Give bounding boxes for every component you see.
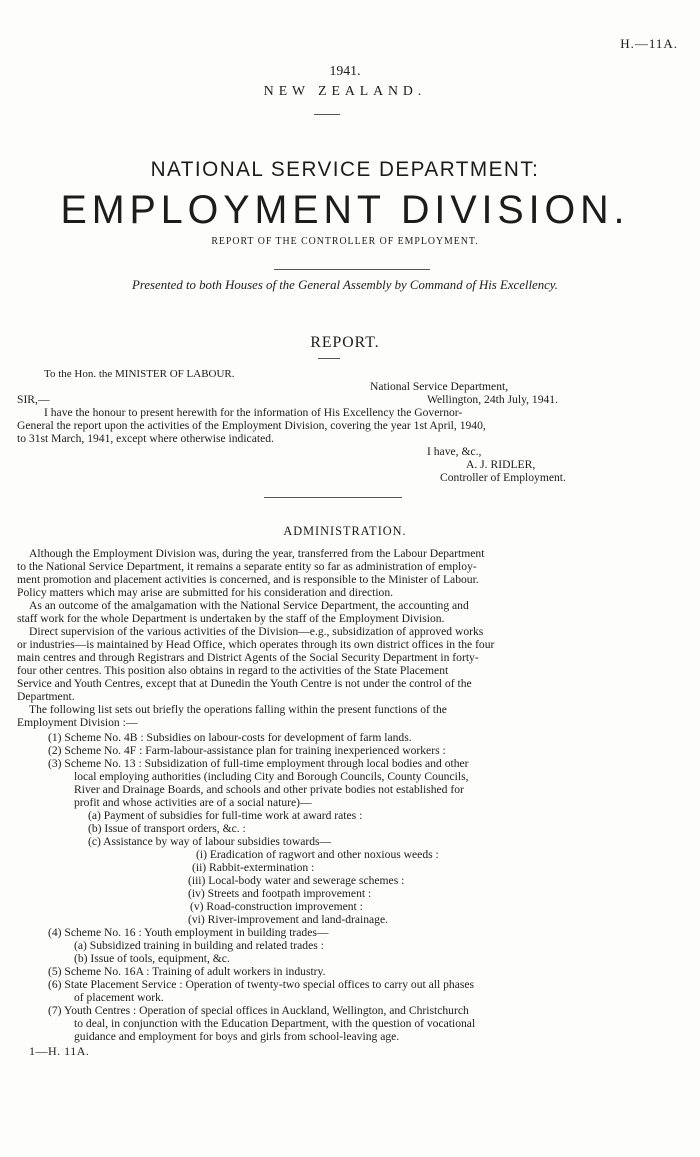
list-item: (1) Scheme No. 4B : Subsidies on labour-costs for development of farm lands.: [48, 731, 412, 744]
report-subtitle: REPORT OF THE CONTROLLER OF EMPLOYMENT.: [211, 236, 479, 247]
administration-para-line: ment promotion and placement activities is concerned, and is responsible to the Minister of Labour.: [17, 573, 479, 586]
subtitle-rule: [274, 269, 430, 270]
header-rule: [314, 114, 340, 115]
list-item: (6) State Placement Service : Operation of twenty-two special offices to carry out all phases: [48, 978, 475, 991]
closing: I have, &c.,: [427, 445, 482, 458]
administration-para-line: or industries—is maintained by Head Office, which operates through its own district offices in the four: [17, 638, 495, 651]
report-body-line: to 31st March, 1941, except where otherwise indicated.: [17, 432, 274, 445]
administration-para-line: main centres and through Registrars and District Agents of the Social Security Department in forty-: [17, 651, 479, 664]
administration-para-line: Service and Youth Centres, except that at Dunedin the Youth Centre is not under the control of the: [17, 677, 472, 690]
report-heading-rule: [318, 358, 340, 359]
sub-sub-list-item: (ii) Rabbit-extermination :: [192, 861, 315, 874]
administration-para-line: Department.: [17, 690, 75, 703]
list-item: (3) Scheme No. 13 : Subsidization of full-time employment through local bodies and other: [48, 757, 469, 770]
sub-sub-list-item: (iv) Streets and footpath improvement :: [188, 887, 372, 900]
sub-list-item: (a) Payment of subsidies for full-time work at award rates :: [88, 809, 363, 822]
list-item: (2) Scheme No. 4F : Farm-labour-assistance plan for training inexperienced workers :: [48, 744, 446, 757]
list-item-continuation: guidance and employment for boys and girls from school-leaving age.: [74, 1030, 400, 1043]
sub-sub-list-item: (i) Eradication of ragwort and other noxious weeds :: [196, 848, 439, 861]
sub-sub-list-item: (vi) River-improvement and land-drainage.: [188, 913, 389, 926]
administration-para-line: Policy matters which may arise are submitted for his consideration and direction.: [17, 586, 394, 599]
sub-list-item: (b) Issue of transport orders, &c. :: [88, 822, 246, 835]
department-title: NATIONAL SERVICE DEPARTMENT:: [150, 158, 540, 181]
signature-mark: 1—H. 11A.: [29, 1044, 90, 1058]
list-item: (4) Scheme No. 16 : Youth employment in building trades—: [48, 926, 329, 939]
administration-para-line: Direct supervision of the various activities of the Division—e.g., subsidization of approved works: [29, 625, 484, 638]
document-reference: H.—11A.: [620, 36, 678, 51]
administration-para-line: four other centres. This position also obtains in regard to the activities of the State Placement: [17, 664, 449, 677]
report-end-rule: [264, 497, 402, 498]
administration-heading: ADMINISTRATION.: [283, 524, 407, 538]
salutation: SIR,—: [17, 393, 50, 406]
signatory: A. J. RIDLER,: [466, 458, 536, 471]
list-item-continuation: of placement work.: [74, 991, 164, 1004]
signatory-title: Controller of Employment.: [440, 471, 566, 484]
administration-para-line: to the National Service Department, it remains a separate entity so far as administration of employ-: [17, 560, 477, 573]
sub-list-item: (a) Subsidized training in building and related trades :: [74, 939, 324, 952]
administration-para-line: Although the Employment Division was, during the year, transferred from the Labour Department: [29, 547, 485, 560]
report-body-line: General the report upon the activities of the Employment Division, covering the year 1st April, 1940,: [17, 419, 486, 432]
addressee: To the Hon. the MINISTER OF LABOUR.: [44, 368, 235, 380]
sender-place-date: Wellington, 24th July, 1941.: [427, 393, 558, 406]
list-item-continuation: River and Drainage Boards, and schools and other private bodies not established for: [74, 783, 464, 796]
sub-list-item: (b) Issue of tools, equipment, &c.: [74, 952, 230, 965]
administration-para-line: The following list sets out briefly the operations falling within the present functions of the: [29, 703, 447, 716]
list-item: (7) Youth Centres : Operation of special offices in Auckland, Wellington, and Christchurch: [48, 1004, 469, 1017]
country: NEW ZEALAND.: [263, 84, 427, 99]
sub-sub-list-item: (v) Road-construction improvement :: [190, 900, 363, 913]
report-heading: REPORT.: [310, 334, 380, 351]
sub-sub-list-item: (iii) Local-body water and sewerage schemes :: [188, 874, 405, 887]
year: 1941.: [329, 64, 361, 79]
report-body-line: I have the honour to present herewith for the information of His Excellency the Governor-: [44, 406, 463, 419]
sender-organisation: National Service Department,: [370, 380, 509, 393]
administration-para-line: As an outcome of the amalgamation with the National Service Department, the accounting and: [29, 599, 469, 612]
presented-line: Presented to both Houses of the General Assembly by Command of His Excellency.: [131, 277, 558, 292]
sub-list-item: (c) Assistance by way of labour subsidies towards—: [88, 835, 332, 848]
list-item: (5) Scheme No. 16A : Training of adult workers in industry.: [48, 965, 326, 978]
administration-para-line: Employment Division :—: [17, 716, 138, 729]
list-item-continuation: profit and whose activities are of a social nature)—: [74, 796, 312, 809]
division-title: EMPLOYMENT DIVISION.: [60, 188, 630, 232]
administration-para-line: staff work for the whole Department is undertaken by the staff of the Employment Division.: [17, 612, 445, 625]
list-item-continuation: local employing authorities (including City and Borough Councils, County Councils,: [74, 770, 469, 783]
list-item-continuation: to deal, in conjunction with the Education Department, with the question of vocational: [74, 1017, 476, 1030]
